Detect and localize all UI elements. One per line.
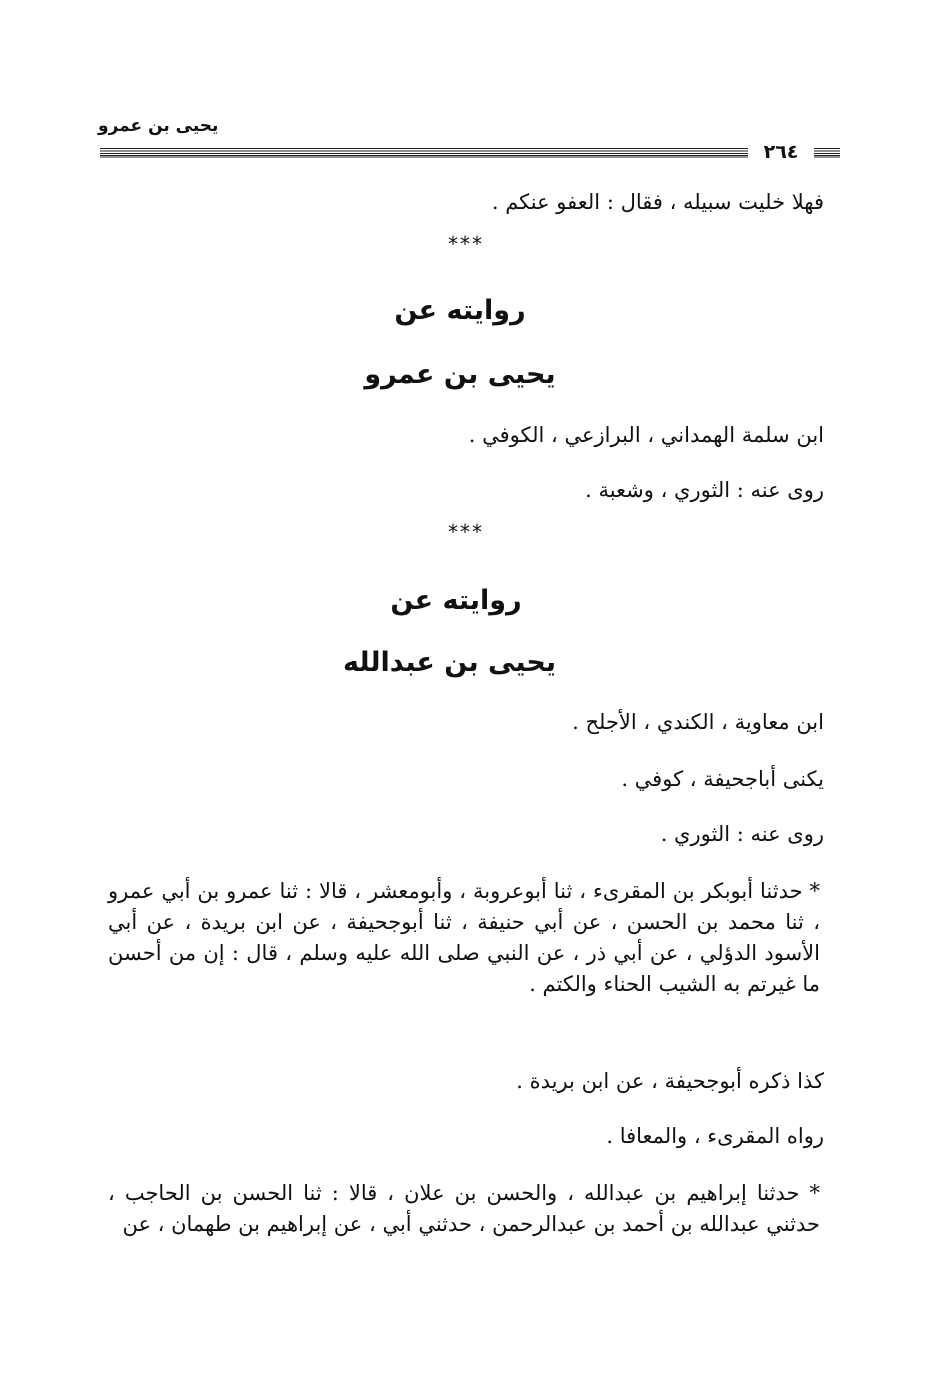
header-rule-bar <box>100 148 748 158</box>
hadith-paragraph-2: * حدثنا إبراهيم بن عبدالله ، والحسن بن علان ، قالا : ثنا الحسن بن الحاجب ، حدثني عبدالله بن أحمد بن عبدالرحمن ، حدثني أبي ، عن إبراهيم بن طهمان ، عن <box>108 1181 820 1236</box>
text-line-7: كذا ذكره أبوجحيفة ، عن ابن بريدة . <box>516 1069 824 1093</box>
text-line-5: يكنى أباجحيفة ، كوفي . <box>621 767 824 791</box>
text-line-3: روى عنه : الثوري ، وشعبة . <box>585 478 824 502</box>
section-heading-narration-2: روايته عن <box>390 585 522 616</box>
section-heading-narration: روايته عن <box>394 295 526 326</box>
text-line-1: فهلا خليت سبيله ، فقال : العفو عنكم . <box>491 190 824 214</box>
header-rule <box>100 141 840 163</box>
page-number: ٢٦٤ <box>750 141 812 163</box>
text-line-6: روى عنه : الثوري . <box>660 822 824 846</box>
text-line-2: ابن سلمة الهمداني ، البرازعي ، الكوفي . <box>468 423 824 447</box>
hadith-paragraph-1: * حدثنا أبوبكر بن المقرىء ، ثنا أبوعروبة ، وأبومعشر ، قالا : ثنا عمرو بن أبي عمرو ، ثنا محمد بن الحسن ، عن أبي حنيفة ، ثنا أبوجحيفة ، عن ابن بريدة ، عن أبي الأسود الدؤلي ، عن أبي ذر ، عن النبي صلى الله عليه وسلم ، قال : إن من أحسن ما غيرتم به الشيب الحناء والكتم . <box>108 879 820 996</box>
text-line-8: رواه المقرىء ، والمعافا . <box>606 1124 824 1148</box>
section-divider-stars-2: *** <box>448 520 484 544</box>
running-title: يحيى بن عمرو <box>98 116 219 136</box>
section-divider-stars: *** <box>448 232 484 256</box>
section-heading-name: يحيى بن عمرو <box>364 359 556 390</box>
header-rule-bar-right <box>814 148 840 158</box>
section-heading-name-2: يحيى بن عبدالله <box>342 647 556 678</box>
text-line-4: ابن معاوية ، الكندي ، الأجلح . <box>572 710 824 734</box>
